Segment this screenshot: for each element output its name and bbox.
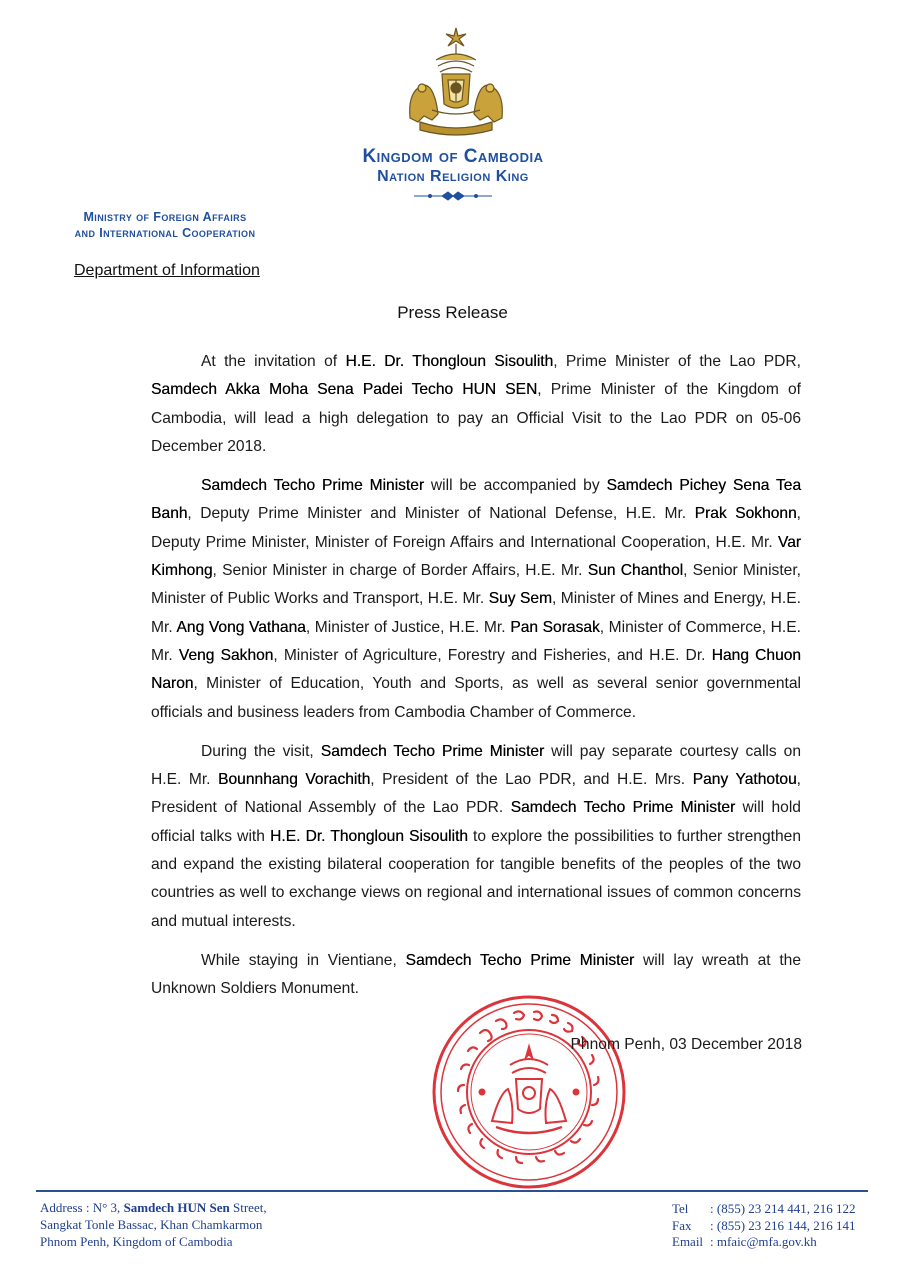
kingdom-title: Kingdom of Cambodia xyxy=(362,146,544,167)
document-title: Press Release xyxy=(397,303,508,322)
highlighted-name: Samdech Akka Moha Sena Padei Techo HUN SEN xyxy=(151,381,538,399)
paragraph-text: will hold official talks with xyxy=(151,799,801,845)
paragraph-text: , Minister of Mines and Energy, H.E. Mr. xyxy=(151,590,801,636)
email-label: Email xyxy=(672,1234,704,1249)
paragraph-text: , Minister of Justice, H.E. Mr. xyxy=(305,618,511,636)
address-line-2: Sangkat Tonle Bassac, Khan Chamkarmon xyxy=(40,1217,263,1232)
highlighted-name: Sun Chanthol xyxy=(587,562,684,580)
fax-label: Fax xyxy=(672,1217,692,1233)
paragraph-text: During the visit, xyxy=(201,742,321,760)
paragraph-text: , Senior Minister, Minister of Public Works and Transport, H.E. Mr. xyxy=(151,562,801,608)
address-line-1 xyxy=(40,1199,267,1216)
department-name: Department of Information xyxy=(74,262,260,279)
fax-value: : (855) 23 216 144, 216 141 xyxy=(710,1217,856,1233)
highlighted-name: Samdech Techo Prime Minister xyxy=(201,477,425,495)
paragraph-text: While staying in Vientiane, xyxy=(201,951,406,969)
highlighted-name: Pany Yathotou xyxy=(692,771,797,789)
paragraph-text: , Prime Minister of the Lao PDR, xyxy=(553,353,802,370)
ministry-name xyxy=(30,210,300,241)
paragraph-text: , President of the Lao PDR, and H.E. Mrs. xyxy=(370,771,693,789)
highlighted-name: Pan Sorasak xyxy=(510,618,600,636)
paragraph-text: , Minister of Education, Youth and Sports, as well as several senior governmental officials and business leaders from Cambodia Chamber of Commerce. xyxy=(151,675,801,721)
paragraph-2 xyxy=(151,472,801,727)
dateline: Phnom Penh, 03 December 2018 xyxy=(570,1036,802,1053)
paragraph-3 xyxy=(151,738,801,936)
highlighted-name: Ang Vong Vathana xyxy=(176,618,306,636)
highlighted-name: Veng Sakhon xyxy=(178,646,274,664)
highlighted-name: Bounnhang Vorachith xyxy=(217,771,371,789)
paragraph-text: will lay wreath at the Unknown Soldiers Monument. xyxy=(151,951,801,998)
highlighted-name: Var Kimhong xyxy=(151,533,801,580)
contact-tel xyxy=(672,1201,856,1218)
press-release-body xyxy=(151,348,801,1015)
paragraph-1 xyxy=(151,348,801,461)
highlighted-name: Suy Sem xyxy=(488,590,552,608)
contact-email xyxy=(672,1234,856,1251)
paragraph-text: , President of National Assembly of the Lao PDR. xyxy=(151,771,801,817)
highlighted-name: Hang Chuon Naron xyxy=(151,646,801,693)
paragraph-text: , Senior Minister in charge of Border Affairs, H.E. Mr. xyxy=(212,562,588,580)
highlighted-name: Samdech Pichey Sena Tea Banh xyxy=(151,477,801,523)
paragraph-text: will pay separate courtesy calls on H.E. Mr. xyxy=(151,742,801,789)
tel-label: Tel xyxy=(672,1201,689,1216)
contact-fax xyxy=(672,1218,856,1235)
divider-ornament-icon xyxy=(412,191,494,201)
highlighted-name: Samdech Techo Prime Minister xyxy=(405,951,635,969)
highlighted-name: Prak Sokhonn xyxy=(694,505,797,523)
address-prefix: Address : N° 3, xyxy=(40,1200,124,1215)
kingdom-heading xyxy=(322,146,584,186)
ministry-line-2: and International Cooperation xyxy=(74,225,256,240)
tel-value: : (855) 23 214 441, 216 122 xyxy=(710,1201,856,1216)
ministry-line-1: Ministry of Foreign Affairs xyxy=(83,210,247,224)
paragraph-text: , Deputy Prime Minister, Minister of Foreign Affairs and International Cooperation, H.E. Mr. xyxy=(151,505,801,551)
paragraph-text: , Minister of Commerce, H.E. Mr. xyxy=(151,618,801,664)
highlighted-name: Samdech Techo Prime Minister xyxy=(320,742,545,760)
address-line-3: Phnom Penh, Kingdom of Cambodia xyxy=(40,1234,233,1249)
highlighted-name: H.E. Dr. Thongloun Sisoulith xyxy=(345,353,554,370)
address-suffix: Street, xyxy=(229,1200,267,1215)
paragraph-text: At the invitation of xyxy=(201,353,346,370)
highlighted-name: Samdech Techo Prime Minister xyxy=(510,799,736,817)
highlighted-name: H.E. Dr. Thongloun Sisoulith xyxy=(270,827,468,845)
paragraph-text: , Deputy Prime Minister and Minister of National Defense, H.E. Mr. xyxy=(187,505,695,523)
footer-contact xyxy=(672,1201,856,1251)
address-street-name: Samdech HUN Sen xyxy=(123,1200,230,1215)
official-seal-stamp xyxy=(430,993,628,1191)
paragraph-text: will be accompanied by xyxy=(424,477,607,495)
email-value: : mfaic@mfa.gov.kh xyxy=(710,1234,817,1249)
paragraph-text: to explore the possibilities to further strengthen and expand the existing bilateral cooperation for tangible benefits of the peoples of the two countries as well to exchange views on regional and international issues of common concerns and mutual interests. xyxy=(151,827,801,930)
paragraph-text: , Minister of Agriculture, Forestry and Fisheries, and H.E. Dr. xyxy=(273,646,712,664)
paragraph-text: , Prime Minister of the Kingdom of Cambodia, will lead a high delegation to pay an Official Visit to the Lao PDR on 05-06 December 2018. xyxy=(151,381,801,455)
royal-coat-of-arms-emblem xyxy=(402,26,510,138)
footer-address xyxy=(40,1199,267,1250)
national-motto: Nation Religion King xyxy=(377,167,529,185)
